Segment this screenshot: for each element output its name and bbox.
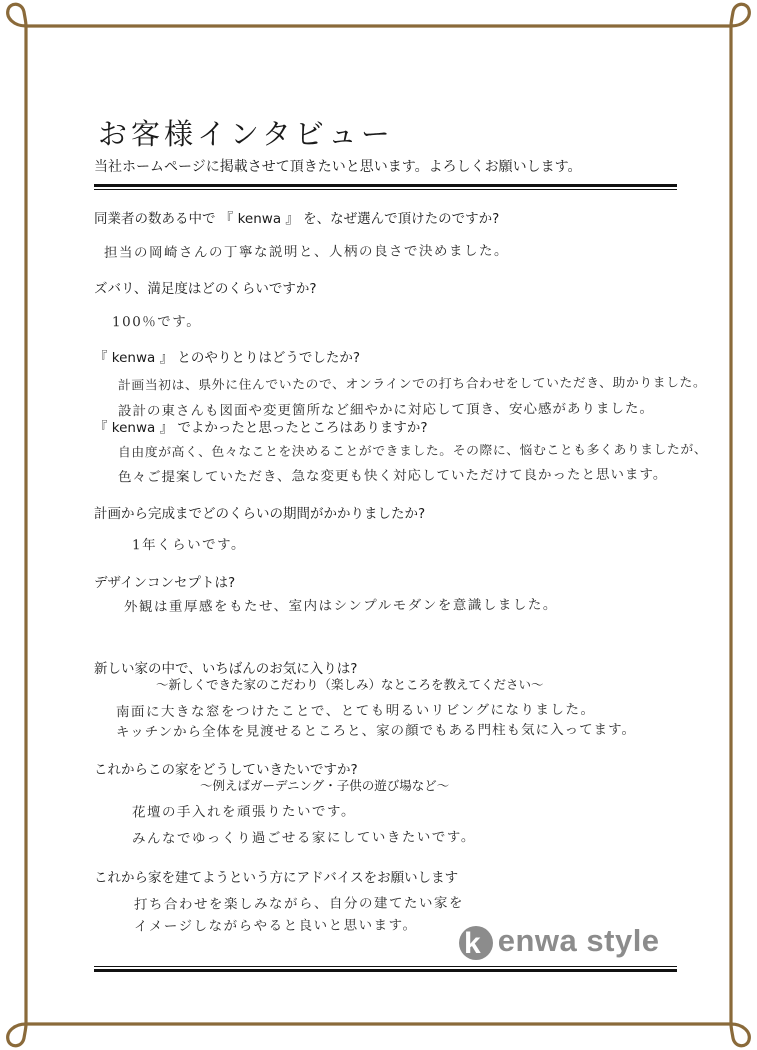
question-advice: これから家を建てようという方にアドバイスをお願いします: [94, 870, 459, 886]
answer-line: 南面に大きな窓をつけたことで、とても明るいリビングになりました。: [115, 701, 596, 721]
question-duration: 計画から完成までどのくらいの期間がかかりましたか?: [94, 506, 426, 522]
answer-line: 設計の東さんも図面や変更箇所など細やかに対応して頂き、安心感がありました。: [117, 400, 655, 420]
answer-line: イメージしながらやると良いと思います。: [133, 917, 418, 935]
answer-line: 自由度が高く、色々なことを決めることができました。その際に、悩むことも多くありましたが、: [117, 442, 708, 461]
question-favorite: 新しい家の中で、いちばんのお気に入りは?: [94, 661, 358, 677]
question-satisfaction: ズバリ、満足度はどのくらいですか?: [94, 281, 317, 297]
answer-line: 外観は重厚感をもたせ、室内はシンプルモダンを意識しました。: [123, 596, 558, 616]
footer-rule-thick: [94, 969, 677, 972]
question-future: これからこの家をどうしていきたいですか?: [94, 762, 358, 778]
question-future-sub: ～例えばガーデニング・子供の遊び場など～: [200, 778, 450, 793]
answer-line: 花壇の手入れを頑張りたいです。: [131, 803, 356, 821]
answer-line: キッチンから全体を見渡せるところと、家の顔でもある門柱も気に入ってます。: [115, 721, 637, 741]
answer-line: 担当の岡崎さんの丁寧な説明と、人柄の良さで決めました。: [103, 242, 510, 262]
page-subtitle: 当社ホームページに掲載させて頂きたいと思います。よろしくお願いします。: [94, 159, 582, 175]
answer-line: みんなでゆっくり過ごせる家にしていきたいです。: [131, 829, 476, 847]
answer-line: 打ち合わせを楽しみながら、自分の建てたい家を: [133, 895, 465, 913]
answer-line: 計画当初は、県外に住んでいたので、オンラインでの打ち合わせをしていただき、助かりました。: [117, 375, 707, 394]
header-rule-thick: [94, 184, 677, 187]
question-design-concept: デザインコンセプトは?: [94, 575, 236, 591]
question-favorite-sub: ～新しくできた家のこだわり（楽しみ）なところを教えてください～: [156, 677, 544, 692]
question-good-points: 『 kenwa 』 でよかったと思ったところはありますか?: [94, 420, 428, 436]
page-title: お客様インタビュー: [98, 117, 394, 151]
header-rule-thin: [94, 189, 677, 190]
logo-text: enwa style: [497, 923, 660, 958]
answer-line: 1年くらいです。: [131, 536, 247, 554]
answer-line: 色々ご提案していただき、急な変更も快く対応していただけて良かったと思います。: [117, 466, 668, 486]
question-communication: 『 kenwa 』 とのやりとりはどうでしたか?: [94, 350, 361, 366]
footer-rule-thin: [94, 966, 677, 967]
question-choice-reason: 同業者の数ある中で 『 kenwa 』 を、なぜ選んで頂けたのですか?: [94, 211, 500, 227]
kenwa-style-logo: [458, 922, 668, 964]
svg-text:k: k: [464, 927, 481, 960]
answer-line: 100％です。: [111, 313, 202, 331]
